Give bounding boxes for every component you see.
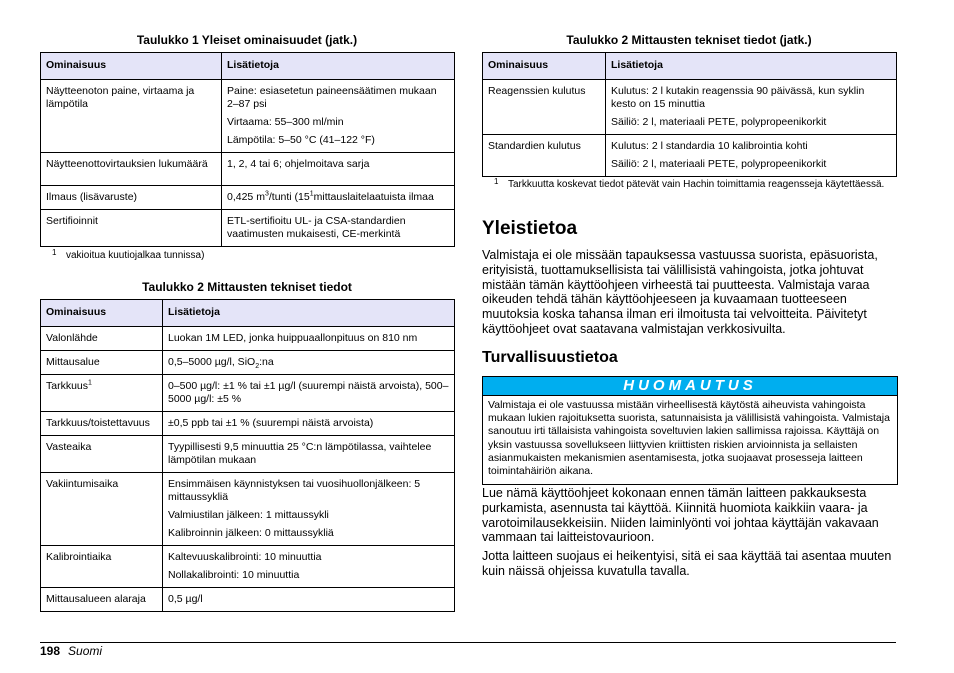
footer-rule — [40, 642, 896, 643]
notice-text: Valmistaja ei ole vastuussa mistään virheellisestä käytöstä aiheuvista vahingoista mukaan lukien rajoituksetta suorista, satunnaisista ja välillisistä vahingoista. Valmistaja sanoutuu irti tällaisista vahingoista soveltuvien lakien sallimissa rajoissa. Käyttäjä on yksin vastuussa sovellukseen liittyvien kriittisten riskien arvioinnista ja sellaisten asianmukaisten mekanismien asentamisesta, jotka suojaavat prosesseja laitteen toimintahäiriön aikana. — [488, 399, 890, 478]
detail-line: Ensimmäisen käynnistyksen tai vuosihuollonjälkeen: 5 mittaussykliä — [168, 478, 421, 503]
header-property: Ominaisuus — [483, 53, 606, 80]
detail-line: Kalibroinnin jälkeen: 0 mittaussykliä — [168, 527, 334, 539]
footnote-ref: 1 — [309, 190, 314, 198]
detail-line: Luokan 1M LED, jonka huippuaallonpituus on 810 nm — [168, 332, 418, 344]
safety-paragraph-2: Jotta laitteen suojaus ei heikentyisi, sitä ei saa käyttää tai asentaa muuten kuin näissä ohjeissa kuvatulla tavalla. — [482, 549, 892, 578]
page-language: Suomi — [68, 644, 103, 658]
row-details — [163, 412, 455, 436]
safety-paragraph-1: Lue nämä käyttöohjeet kokonaan ennen tämän laitteen pakkauksesta purkamista, asennusta tai käyttöä. Kiinnitä huomiota kaikkiin vaara- ja varotoimilausekkeisiin. Niiden laiminlyönti voi johtaa käyttäjän vakavaan vammaan tai laitteistovaurioon. — [482, 486, 879, 545]
row-property: Näytteenoton paine, virtaama ja lämpötila — [41, 80, 222, 153]
detail-text: /tunti (15 — [268, 191, 310, 203]
detail-line: Virtaama: 55–300 ml/min — [227, 116, 344, 128]
table-row — [483, 135, 897, 177]
general-heading: Yleistietoa — [482, 218, 578, 239]
detail-line: ±0,5 ppb tai ±1 % (suurempi näistä arvoista) — [168, 417, 374, 429]
detail-line: Säiliö: 2 l, materiaali PETE, polypropeenikorkit — [611, 158, 827, 170]
table-row — [483, 80, 897, 135]
safety-heading: Turvallisuustietoa — [482, 349, 618, 366]
notice-box — [482, 376, 898, 485]
row-property: Tarkkuus/toistettavuus — [41, 412, 163, 436]
detail-text: 0,425 m — [227, 191, 265, 203]
footnote-marker: 1 — [494, 177, 499, 186]
row-property: Näytteenottovirtauksien lukumäärä — [41, 153, 222, 186]
table-row — [41, 80, 455, 153]
detail-text: 0,5–5000 µg/l, SiO — [168, 356, 256, 368]
row-property — [41, 375, 163, 412]
row-details — [606, 135, 897, 177]
table2-cont-caption: Taulukko 2 Mittausten tekniset tiedot (jatk.) — [566, 33, 812, 47]
row-details — [606, 80, 897, 135]
table-row — [41, 210, 455, 247]
row-details — [222, 210, 455, 247]
detail-line: 1, 2, 4 tai 6; ohjelmoitava sarja — [227, 158, 370, 170]
table2 — [40, 299, 455, 612]
row-details — [222, 186, 455, 210]
general-paragraph: Valmistaja ei ole missään tapauksessa vastuussa suorista, epäsuorista, erityisistä, tuottamuksellisista tai välillisistä vahingoista, jotka johtuvat mistään tämän käyttöohjeen virheestä tai puutteesta. Valmistaja varaa oikeuden tehdä tähän käyttöohjeeseen ja kuvaamaan tuotteeseen muutoksia koska tahansa ilman eri ilmoitusta tai velvoitteita. Päivitetyt käyttöohjeet ovat saatavana valmistajan verkkosivuilta. — [482, 248, 878, 336]
detail-line: Lämpötila: 5–50 °C (41–122 °F) — [227, 134, 375, 146]
footnote-text: Tarkkuutta koskevat tiedot pätevät vain Hachin toimittamia reagensseja käytettäessä. — [508, 179, 885, 190]
header-details: Lisätietoja — [222, 53, 455, 80]
row-property: Reagenssien kulutus — [483, 80, 606, 135]
detail-line: ETL-sertifioitu UL- ja CSA-standardien vaatimusten mukaisesti, CE-merkintä — [227, 215, 406, 240]
row-details — [163, 327, 455, 351]
table-row — [41, 375, 455, 412]
detail-line: 0–500 µg/l: ±1 % tai ±1 µg/l (suurempi näistä arvoista), 500–5000 µg/l: ±5 % — [168, 380, 449, 405]
table-row — [41, 436, 455, 473]
detail-text: mittauslaitelaatuista ilmaa — [313, 191, 434, 203]
table-row — [41, 546, 455, 588]
table1-footnote — [52, 250, 452, 262]
table-row — [41, 327, 455, 351]
detail-line: Valmiustilan jälkeen: 1 mittaussykli — [168, 509, 329, 521]
row-details — [163, 546, 455, 588]
page-footer — [40, 644, 102, 658]
header-details: Lisätietoja — [606, 53, 897, 80]
row-property: Ilmaus (lisävaruste) — [41, 186, 222, 210]
row-property: Kalibrointiaika — [41, 546, 163, 588]
table1 — [40, 52, 455, 247]
table-row — [41, 186, 455, 210]
detail-line: Nollakalibrointi: 10 minuuttia — [168, 569, 300, 581]
table-row — [41, 588, 455, 612]
detail-line: Kulutus: 2 l standardia 10 kalibrointia kohti — [611, 140, 808, 152]
row-details — [163, 436, 455, 473]
footnote-marker: 1 — [52, 248, 57, 257]
detail-line: Kaltevuuskalibrointi: 10 minuuttia — [168, 551, 322, 563]
table-row — [41, 351, 455, 375]
page-number: 198 — [40, 644, 61, 658]
detail-line: Kulutus: 2 l kutakin reagenssia 90 päivässä, kun syklin kesto on 15 minuttia — [611, 85, 865, 110]
row-property: Sertifioinnit — [41, 210, 222, 247]
table-header-row — [483, 53, 897, 80]
detail-line: 0,5 µg/l — [168, 593, 203, 605]
property-text: Tarkkuus — [46, 380, 89, 392]
header-details: Lisätietoja — [163, 300, 455, 327]
row-details — [222, 80, 455, 153]
detail-line: Paine: esiasetetun paineensäätimen mukaan 2–87 psi — [227, 85, 437, 110]
row-details — [163, 588, 455, 612]
row-details — [222, 153, 455, 186]
table-row — [41, 473, 455, 546]
row-details — [163, 375, 455, 412]
superscript: 3 — [264, 190, 269, 198]
row-property: Vakiintumisaika — [41, 473, 163, 546]
table-header-row — [41, 300, 455, 327]
table-row — [41, 412, 455, 436]
table-row — [41, 153, 455, 186]
detail-line: Tyypillisesti 9,5 minuuttia 25 °C:n lämpötilassa, vaihtelee lämpötilan mukaan — [168, 441, 432, 466]
row-property: Mittausalue — [41, 351, 163, 375]
table-header-row — [41, 53, 455, 80]
row-property: Mittausalueen alaraja — [41, 588, 163, 612]
header-property: Ominaisuus — [41, 53, 222, 80]
detail-line: Säiliö: 2 l, materiaali PETE, polypropeenikorkit — [611, 116, 827, 128]
detail-text: :na — [259, 356, 274, 368]
table2-caption: Taulukko 2 Mittausten tekniset tiedot — [142, 280, 352, 294]
row-property: Standardien kulutus — [483, 135, 606, 177]
header-property: Ominaisuus — [41, 300, 163, 327]
row-details — [163, 351, 455, 375]
row-property: Valonlähde — [41, 327, 163, 351]
table2-footnote — [494, 179, 894, 191]
footnote-text: vakioitua kuutiojalkaa tunnissa) — [66, 250, 205, 261]
subscript: 2 — [255, 363, 260, 371]
row-details — [163, 473, 455, 546]
notice-title: HUOMAUTUS — [483, 377, 897, 396]
footnote-ref: 1 — [88, 379, 92, 387]
table2-continued — [482, 52, 897, 177]
row-property: Vasteaika — [41, 436, 163, 473]
table1-caption: Taulukko 1 Yleiset ominaisuudet (jatk.) — [136, 33, 358, 47]
